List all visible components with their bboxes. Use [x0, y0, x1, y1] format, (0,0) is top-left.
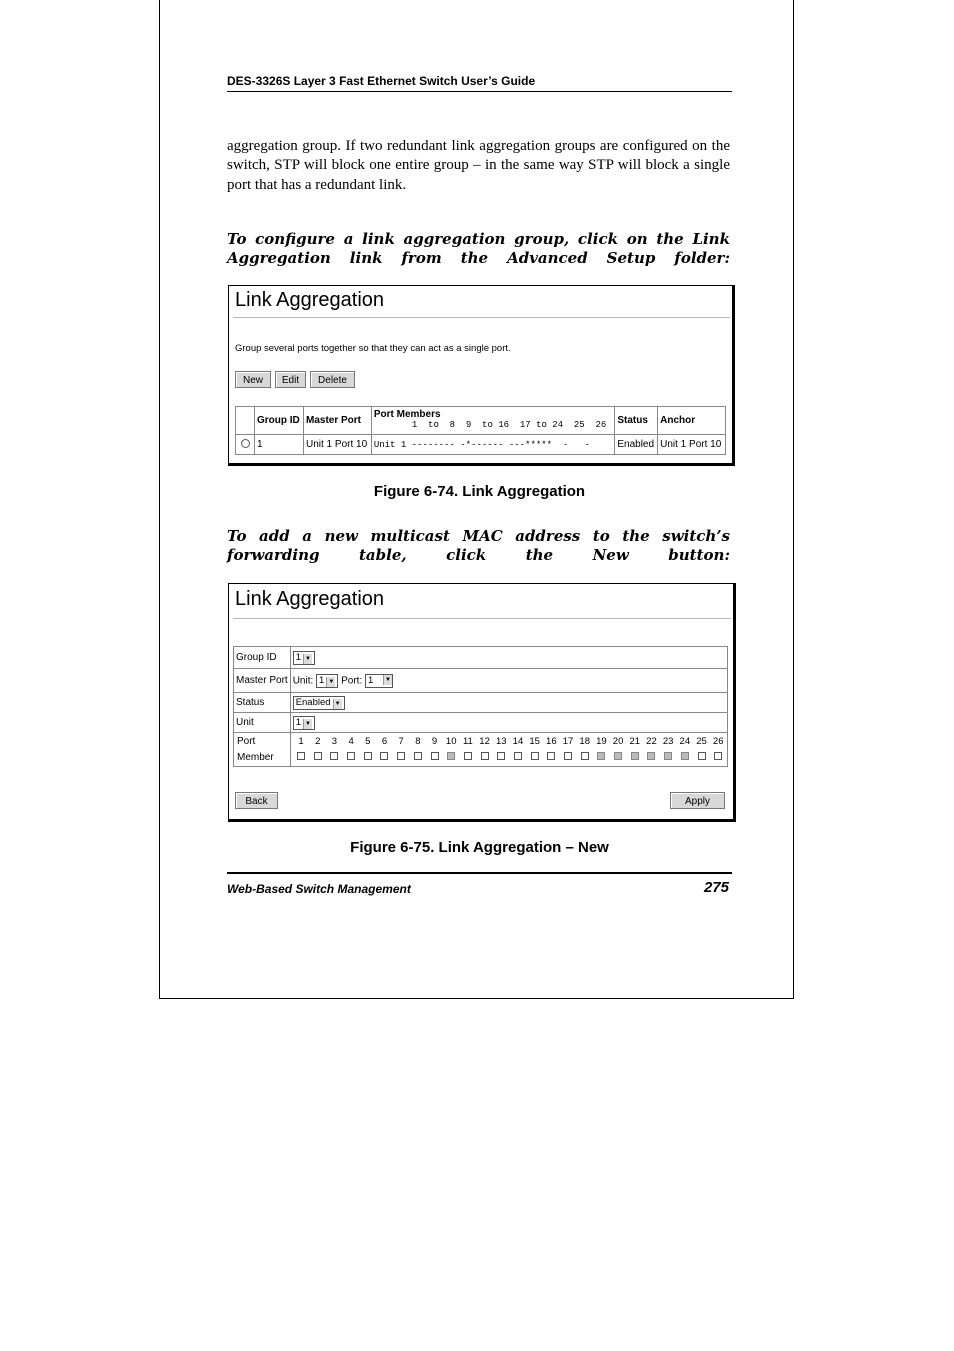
port-number: 23 [662, 735, 674, 747]
port-member-checkbox[interactable] [481, 752, 489, 760]
header-anchor: Anchor [658, 407, 726, 435]
port-column [677, 734, 694, 766]
footer-rule [227, 872, 732, 874]
header-select [236, 407, 255, 435]
chevron-down-icon: ▼ [303, 654, 312, 664]
port-member-checkbox[interactable] [364, 752, 372, 760]
form-row-master-port [234, 669, 728, 693]
form-row-port-member [234, 733, 728, 767]
port-number: 17 [562, 735, 574, 747]
port-column [426, 734, 443, 766]
port-column [526, 734, 543, 766]
port-member-checkbox[interactable] [581, 752, 589, 760]
port-column [660, 734, 677, 766]
new-button[interactable]: New [235, 371, 271, 388]
title-rule [233, 618, 731, 619]
radio-button-icon[interactable] [241, 439, 250, 448]
group-id-cell [290, 647, 727, 669]
port-number: 13 [495, 735, 507, 747]
master-unit-value: 1 [319, 674, 325, 686]
port-number: 20 [612, 735, 624, 747]
port-column [610, 734, 627, 766]
port-member-checkbox[interactable] [698, 752, 706, 760]
instruction-configure: To configure a link aggregation group, click on the Link Aggregation link from the Advanced Setup folder: [227, 230, 730, 268]
port-column [643, 734, 660, 766]
header-port-members-label: Port Members [373, 409, 441, 420]
running-header: DES-3326S Layer 3 Fast Ethernet Switch User’s Guide [227, 74, 536, 88]
port-member-checkbox [614, 752, 622, 760]
figure-description: Group several ports together so that they can act as a single port. [235, 343, 511, 354]
header-port-members [371, 407, 615, 435]
status-value: Enabled [295, 696, 331, 708]
port-member-cell [290, 733, 727, 767]
port-number: 15 [529, 735, 540, 747]
port-member-checkbox [647, 752, 655, 760]
port-column [410, 734, 427, 766]
master-port-label: Master Port [234, 669, 291, 693]
new-aggregation-form [233, 646, 728, 767]
port-column [476, 734, 493, 766]
back-button[interactable]: Back [235, 792, 278, 809]
group-id-select[interactable] [293, 651, 315, 665]
port-number: 9 [431, 735, 438, 747]
port-number: 24 [679, 735, 691, 747]
port-member-checkbox [447, 752, 455, 760]
header-status: Status [615, 407, 658, 435]
port-number: 10 [445, 735, 457, 747]
cell-master-port: Unit 1 Port 10 [304, 435, 372, 455]
port-member-checkbox[interactable] [380, 752, 388, 760]
chevron-down-icon: ▼ [326, 677, 335, 687]
port-sublabel: Port: [341, 675, 363, 687]
port-column [326, 734, 343, 766]
port-member-checkbox[interactable] [347, 752, 355, 760]
port-member-checkbox[interactable] [314, 752, 322, 760]
row-radio[interactable] [236, 435, 255, 455]
chevron-down-icon: ▼ [383, 675, 392, 685]
port-number: 4 [348, 735, 354, 747]
port-number: 26 [712, 735, 724, 747]
port-column [359, 734, 376, 766]
port-member-checkbox [681, 752, 689, 760]
figure-title: Link Aggregation [235, 289, 385, 311]
aggregation-table [235, 406, 726, 455]
port-column [560, 734, 577, 766]
figure-caption-6-74: Figure 6-74. Link Aggregation [373, 483, 586, 500]
port-number: 12 [479, 735, 490, 747]
table-header-row [236, 407, 726, 435]
port-column [460, 734, 477, 766]
form-row-group-id [234, 647, 728, 669]
port-member-checkbox[interactable] [497, 752, 505, 760]
figure-caption-6-75: Figure 6-75. Link Aggregation – New [350, 839, 609, 856]
port-number: 5 [365, 735, 371, 747]
port-number: 7 [398, 735, 404, 747]
port-number: 18 [579, 735, 590, 747]
port-members-scale: 1 to 8 9 to 16 17 to 24 25 26 [411, 420, 607, 430]
port-column [693, 734, 710, 766]
port-column [593, 734, 610, 766]
table-row[interactable] [236, 435, 726, 455]
unit-label: Unit [234, 713, 291, 733]
page-number: 275 [703, 879, 729, 896]
port-column [543, 734, 560, 766]
port-number: 1 [298, 735, 304, 747]
unit-cell [290, 713, 727, 733]
port-number: 22 [646, 735, 657, 747]
port-number: 8 [415, 735, 421, 747]
header-group-id: Group ID [255, 407, 304, 435]
unit-select[interactable] [293, 716, 315, 730]
port-column [443, 734, 460, 766]
port-column [576, 734, 593, 766]
port-member-checkbox[interactable] [297, 752, 305, 760]
delete-button[interactable]: Delete [310, 371, 355, 388]
port-column [376, 734, 393, 766]
port-number: 16 [546, 735, 557, 747]
port-number: 19 [596, 735, 607, 747]
port-column [626, 734, 643, 766]
port-column [710, 734, 727, 766]
cell-group-id: 1 [255, 435, 304, 455]
port-member-checkbox[interactable] [414, 752, 422, 760]
port-member-checkbox[interactable] [564, 752, 572, 760]
form-row-status [234, 693, 728, 713]
port-member-checkbox [597, 752, 605, 760]
port-member-checkbox[interactable] [330, 752, 338, 760]
port-number: 21 [629, 735, 641, 747]
group-id-label: Group ID [234, 647, 291, 669]
port-member-checkbox[interactable] [514, 752, 522, 760]
status-label: Status [234, 693, 291, 713]
instruction-add-new: To add a new multicast MAC address to the switch’s forwarding table, click the New button: [227, 527, 730, 565]
port-member-checkbox[interactable] [397, 752, 405, 760]
figure-link-aggregation-list [228, 285, 735, 466]
port-member-checkbox[interactable] [547, 752, 555, 760]
unit-sublabel: Unit: [292, 675, 314, 687]
port-number: 6 [381, 735, 388, 747]
chevron-down-icon: ▼ [303, 719, 312, 729]
port-number: 25 [696, 735, 707, 747]
header-master-port: Master Port [304, 407, 372, 435]
footer-title: Web-Based Switch Management [227, 882, 411, 896]
member-label: Member [237, 751, 274, 763]
master-port-cell [290, 669, 727, 693]
group-id-value: 1 [295, 651, 301, 663]
title-rule [233, 317, 730, 318]
figure-link-aggregation-new [228, 583, 736, 822]
port-grid [291, 734, 727, 766]
port-member-label [234, 733, 291, 767]
port-label: Port [237, 735, 256, 747]
port-number: 2 [315, 735, 321, 747]
master-port-value: 1 [368, 674, 374, 686]
port-number: 3 [331, 735, 338, 747]
header-rule [227, 91, 732, 92]
port-number: 11 [462, 735, 473, 747]
master-port-select[interactable] [365, 674, 393, 688]
port-member-checkbox[interactable] [714, 752, 722, 760]
edit-button[interactable]: Edit [275, 371, 306, 388]
cell-status: Enabled [615, 435, 658, 455]
cell-port-members: Unit 1 -------- -*------ ---***** - - [371, 435, 615, 455]
cell-anchor: Unit 1 Port 10 [658, 435, 726, 455]
port-member-checkbox[interactable] [431, 752, 439, 760]
port-column [510, 734, 527, 766]
status-cell [290, 693, 727, 713]
port-column [343, 734, 360, 766]
form-row-unit [234, 713, 728, 733]
port-column [393, 734, 410, 766]
apply-button[interactable]: Apply [670, 792, 725, 809]
figure-title: Link Aggregation [235, 588, 385, 610]
port-column [293, 734, 310, 766]
port-column [493, 734, 510, 766]
port-member-checkbox [664, 752, 672, 760]
port-member-checkbox[interactable] [464, 752, 472, 760]
port-column [309, 734, 326, 766]
port-member-checkbox [631, 752, 639, 760]
unit-value: 1 [295, 716, 301, 728]
body-paragraph: aggregation group. If two redundant link aggregation groups are configured on the switch, STP will block one entire group – in the same way STP will block a single port that has a redundant link. [227, 138, 730, 193]
chevron-down-icon: ▼ [333, 699, 342, 709]
port-member-checkbox[interactable] [531, 752, 539, 760]
status-select[interactable] [293, 696, 345, 710]
master-unit-select[interactable] [316, 674, 338, 688]
port-number: 14 [512, 735, 524, 747]
